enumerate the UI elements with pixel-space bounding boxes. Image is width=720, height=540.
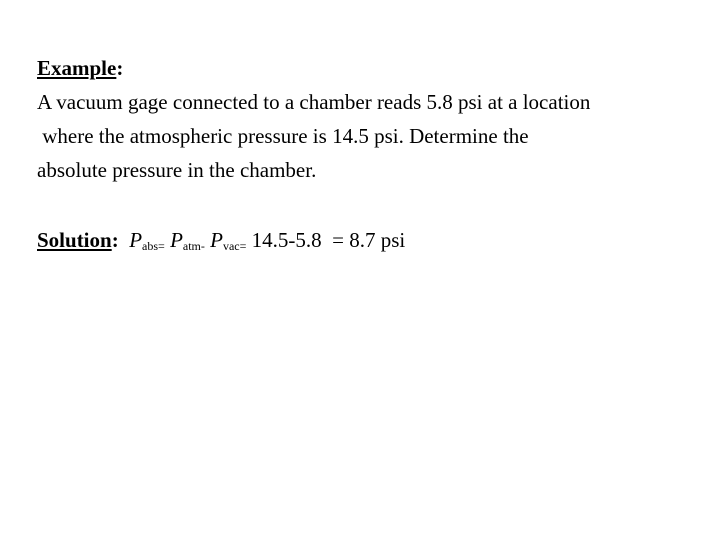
solution-heading: Solution — [37, 228, 112, 252]
example-heading-line — [37, 57, 123, 80]
equals-sign-2: = — [239, 239, 247, 253]
problem-line-2 — [37, 125, 529, 148]
pressure-vac-subscript: vac — [222, 239, 240, 253]
pressure-vac-symbol: P — [210, 228, 223, 252]
solution-result: 14.5-5.8 = 8.7 psi — [251, 228, 406, 252]
solution-colon: : — [111, 228, 119, 252]
pressure-abs-symbol: P — [129, 228, 143, 252]
problem-line-2-text: where the atmospheric pressure is 14.5 psi. Determine the — [37, 124, 529, 148]
pressure-atm-subscript: atm — [182, 239, 201, 253]
equals-sign-1: = — [158, 239, 165, 253]
solution-line — [37, 229, 405, 255]
pressure-abs-subscript: abs — [142, 239, 159, 253]
problem-line-1: A vacuum gage connected to a chamber reads 5.8 psi at a location — [37, 90, 591, 114]
minus-sign: - — [200, 239, 205, 253]
example-colon: : — [116, 56, 124, 80]
problem-line-3: absolute pressure in the chamber. — [37, 158, 317, 182]
pressure-atm-symbol: P — [170, 228, 183, 252]
example-heading: Example — [37, 56, 117, 80]
